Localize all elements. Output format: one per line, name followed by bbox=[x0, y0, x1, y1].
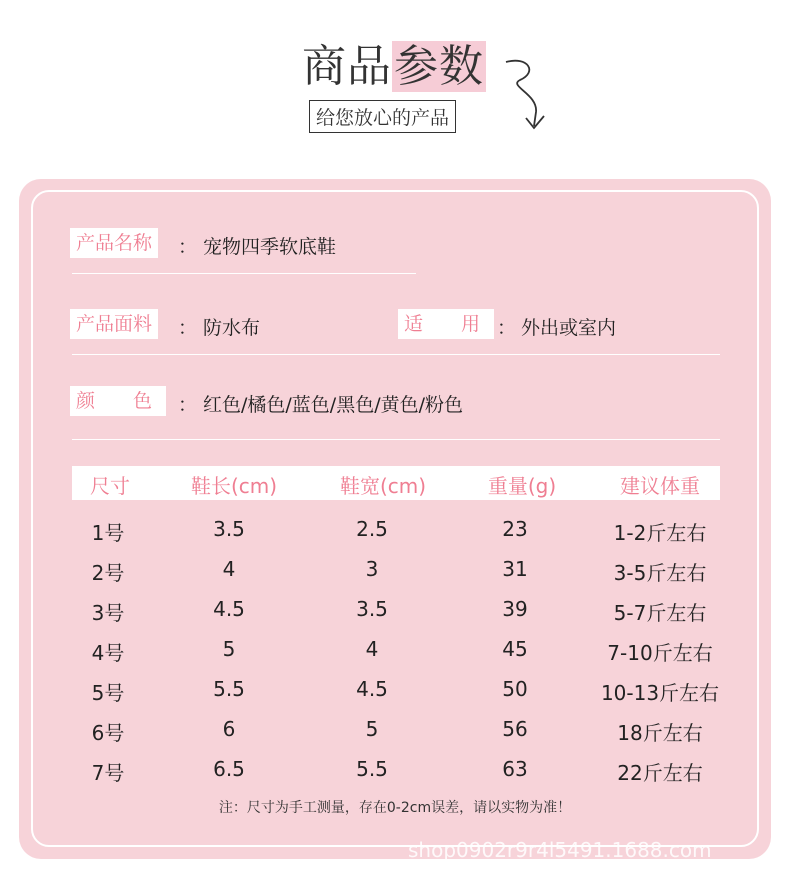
cell-width: 3 bbox=[365, 557, 379, 581]
cell-weight: 56 bbox=[502, 717, 528, 741]
fabric-value: 防水布 bbox=[203, 317, 261, 339]
color-value: 红色/橘色/蓝色/黑色/黄色/粉色 bbox=[203, 394, 464, 416]
cell-width: 5.5 bbox=[356, 757, 388, 781]
page-title bbox=[302, 30, 486, 94]
cell-weight: 39 bbox=[502, 597, 528, 621]
cell-size: 7号 bbox=[91, 761, 125, 785]
cell-width: 4 bbox=[365, 637, 379, 661]
cell-weight: 31 bbox=[502, 557, 528, 581]
cell-size: 1号 bbox=[91, 521, 125, 545]
measurement-note: 注：尺寸为手工测量，存在0-2cm误差，请以实物为准！ bbox=[218, 800, 572, 816]
cell-length: 6 bbox=[222, 717, 236, 741]
cell-recommended-weight: 22斤左右 bbox=[617, 761, 703, 785]
cell-length: 4.5 bbox=[213, 597, 245, 621]
header-recommended-weight: 建议体重 bbox=[620, 474, 700, 498]
cell-size: 2号 bbox=[91, 561, 125, 585]
header-size: 尺寸 bbox=[90, 474, 130, 498]
colon: ： bbox=[497, 317, 517, 339]
page-subtitle: 给您放心的产品 bbox=[309, 100, 456, 133]
cell-length: 5.5 bbox=[213, 677, 245, 701]
divider bbox=[72, 439, 720, 440]
cell-length: 5 bbox=[222, 637, 236, 661]
curly-arrow-icon bbox=[498, 54, 558, 134]
cell-recommended-weight: 1-2斤左右 bbox=[613, 521, 707, 545]
product-name-value: 宠物四季软底鞋 bbox=[203, 236, 337, 258]
fabric-label: 产品面料 bbox=[70, 309, 158, 339]
cell-size: 6号 bbox=[91, 721, 125, 745]
colon: ： bbox=[178, 317, 198, 339]
cell-weight: 63 bbox=[502, 757, 528, 781]
header-weight: 重量(g) bbox=[487, 474, 557, 498]
header-width: 鞋宽(cm) bbox=[339, 474, 427, 498]
cell-recommended-weight: 3-5斤左右 bbox=[613, 561, 707, 585]
cell-size: 3号 bbox=[91, 601, 125, 625]
title-part-2-highlight: 参数 bbox=[394, 41, 484, 92]
cell-length: 6.5 bbox=[213, 757, 245, 781]
divider bbox=[72, 354, 720, 355]
cell-recommended-weight: 7-10斤左右 bbox=[607, 641, 713, 665]
use-value: 外出或室内 bbox=[521, 317, 617, 339]
cell-width: 5 bbox=[365, 717, 379, 741]
header bbox=[0, 22, 790, 142]
header-length: 鞋长(cm) bbox=[190, 474, 278, 498]
cell-length: 3.5 bbox=[213, 517, 245, 541]
shop-watermark: shop0902r9r4l5491.1688.com bbox=[408, 838, 712, 862]
cell-recommended-weight: 18斤左右 bbox=[617, 721, 703, 745]
colon: ： bbox=[178, 394, 198, 416]
cell-weight: 50 bbox=[502, 677, 528, 701]
cell-width: 2.5 bbox=[356, 517, 388, 541]
cell-width: 4.5 bbox=[356, 677, 388, 701]
colon: ： bbox=[178, 236, 198, 258]
cell-length: 4 bbox=[222, 557, 236, 581]
title-part-1: 商品 bbox=[302, 41, 392, 92]
cell-recommended-weight: 10-13斤左右 bbox=[600, 681, 720, 705]
cell-width: 3.5 bbox=[356, 597, 388, 621]
color-label: 颜 色 bbox=[70, 386, 166, 416]
product-name-label: 产品名称 bbox=[70, 228, 158, 258]
cell-size: 5号 bbox=[91, 681, 125, 705]
divider bbox=[72, 273, 416, 274]
cell-recommended-weight: 5-7斤左右 bbox=[613, 601, 707, 625]
cell-weight: 45 bbox=[502, 637, 528, 661]
use-label: 适 用 bbox=[398, 309, 494, 339]
cell-size: 4号 bbox=[91, 641, 125, 665]
cell-weight: 23 bbox=[502, 517, 528, 541]
size-table-header bbox=[72, 466, 720, 500]
